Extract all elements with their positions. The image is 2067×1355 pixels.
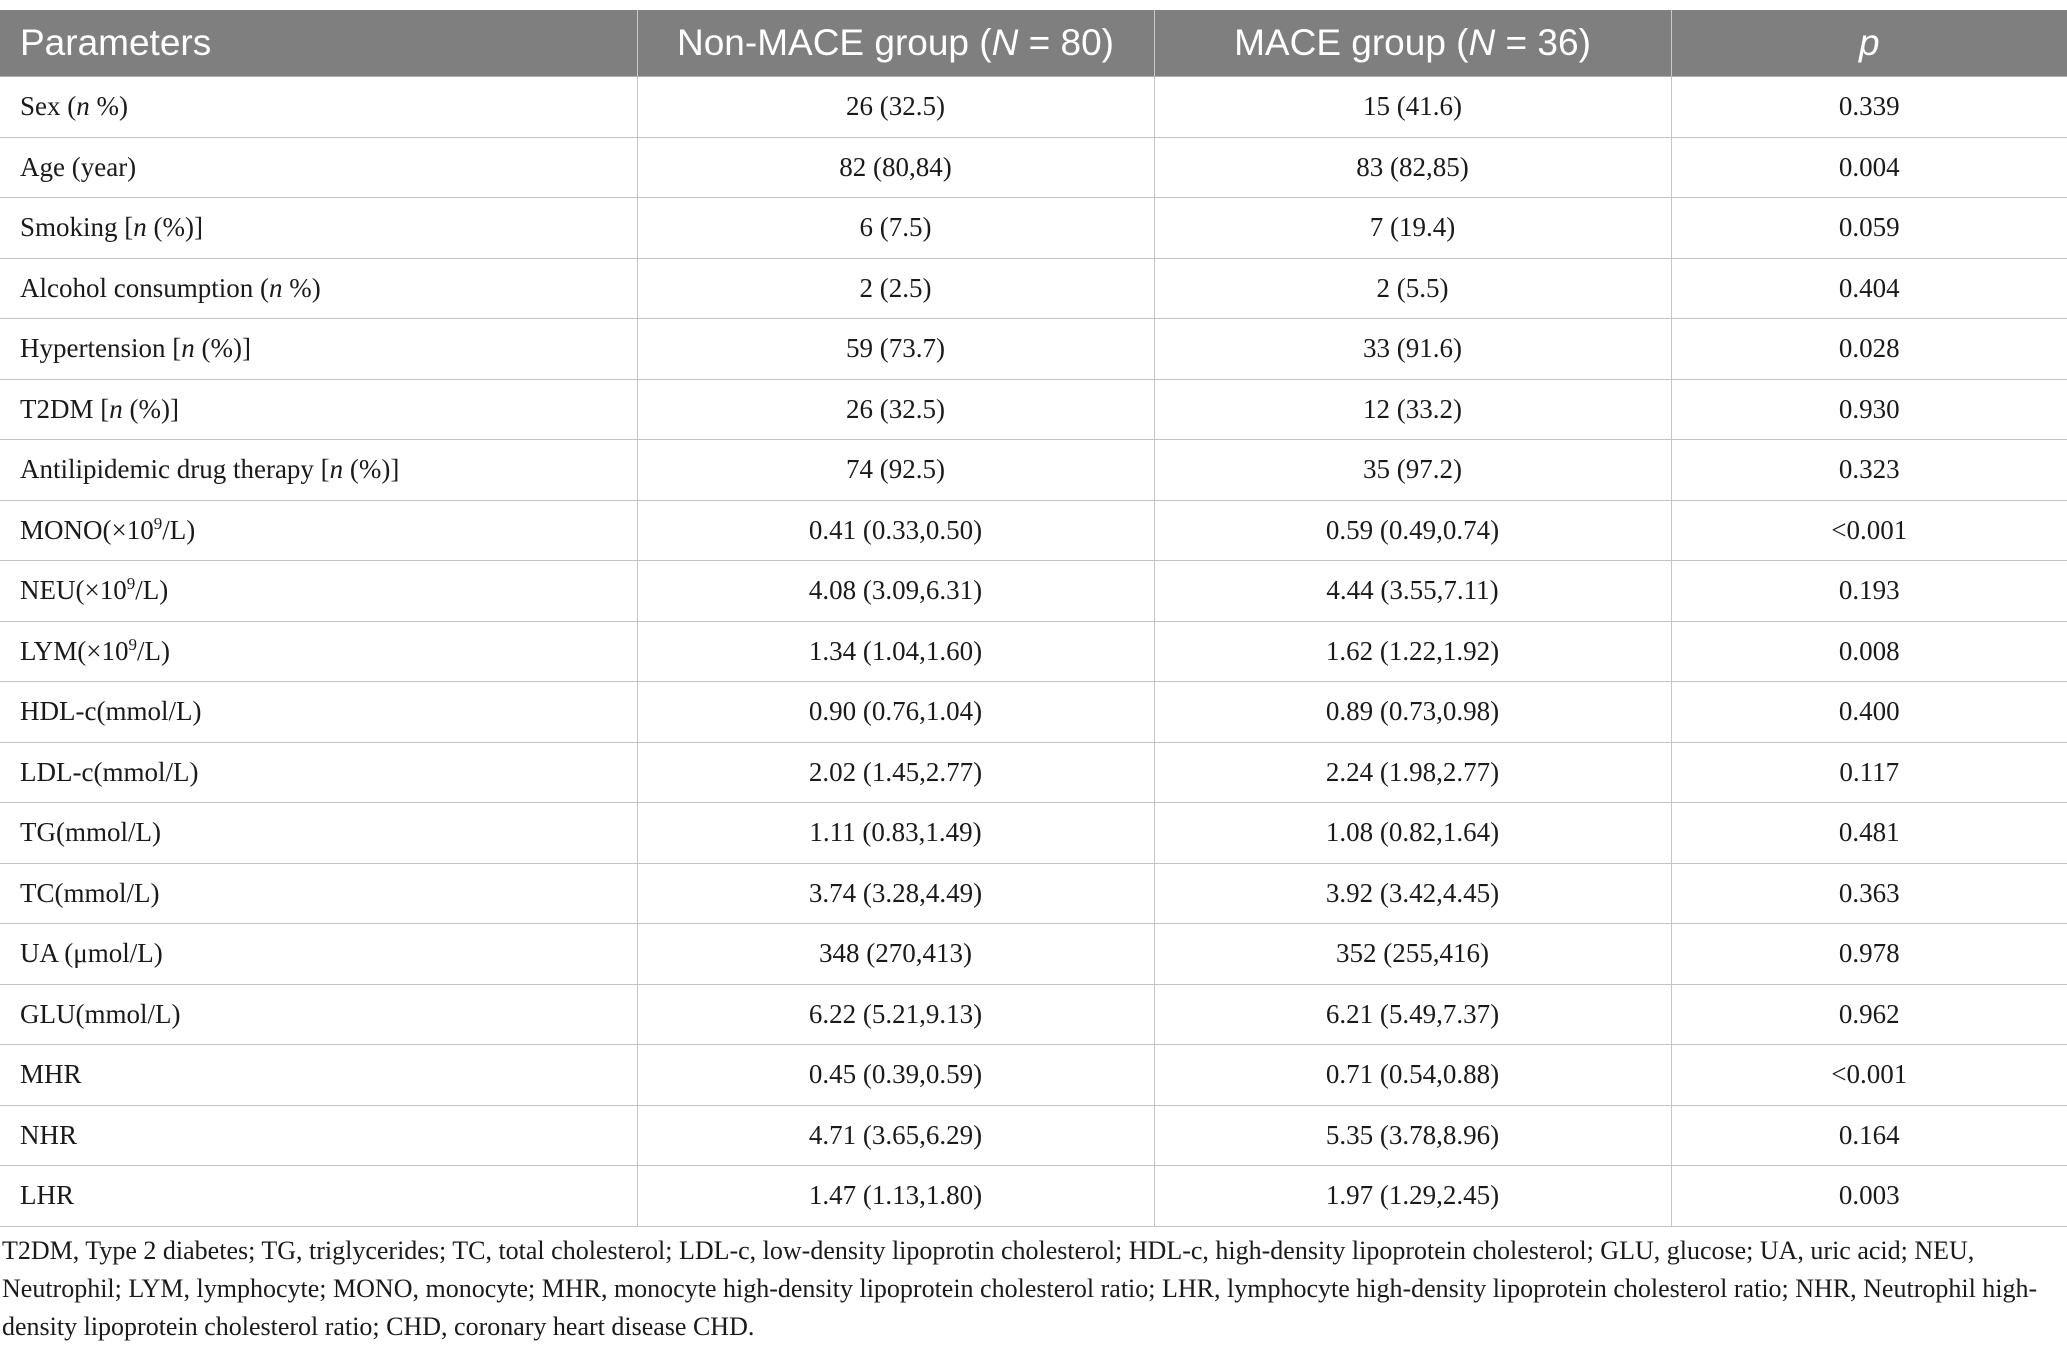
cell-mace-value: 1.08 (0.82,1.64)	[1154, 803, 1671, 864]
parameter-text: LYM(×10	[20, 635, 129, 666]
cell-mace-value: 15 (41.6)	[1154, 77, 1671, 138]
header-p-value	[1671, 10, 2067, 77]
table-row	[0, 561, 2067, 622]
cell-parameter	[0, 258, 637, 319]
parameter-text: Alcohol consumption (	[20, 272, 269, 303]
header-mace-n: N	[1468, 22, 1496, 63]
cell-mace-value: 6.21 (5.49,7.37)	[1154, 984, 1671, 1045]
parameter-superscript: 9	[153, 513, 163, 533]
parameter-text: %)	[89, 91, 128, 122]
header-p-label: p	[1858, 22, 1880, 63]
table-row	[0, 621, 2067, 682]
cell-parameter	[0, 77, 637, 138]
cell-p-value: 0.404	[1671, 258, 2067, 319]
cell-mace-value: 352 (255,416)	[1154, 924, 1671, 985]
header-mace-post: = 36)	[1495, 22, 1591, 63]
parameter-text: LHR	[20, 1180, 74, 1211]
cell-p-value: <0.001	[1671, 1045, 2067, 1106]
cell-parameter	[0, 682, 637, 743]
cell-non-mace-value: 74 (92.5)	[637, 440, 1154, 501]
cell-parameter	[0, 561, 637, 622]
parameter-text: /L)	[162, 514, 196, 545]
cell-mace-value: 0.89 (0.73,0.98)	[1154, 682, 1671, 743]
cell-non-mace-value: 59 (73.7)	[637, 319, 1154, 380]
parameter-italic-text: n	[268, 272, 283, 303]
header-parameters	[0, 10, 637, 77]
cell-parameter	[0, 863, 637, 924]
cell-p-value: 0.117	[1671, 742, 2067, 803]
cell-mace-value: 3.92 (3.42,4.45)	[1154, 863, 1671, 924]
parameter-text: (%)]	[146, 212, 203, 243]
cell-parameter	[0, 742, 637, 803]
cell-p-value: 0.028	[1671, 319, 2067, 380]
table-row	[0, 863, 2067, 924]
cell-non-mace-value: 6 (7.5)	[637, 198, 1154, 259]
cell-non-mace-value: 82 (80,84)	[637, 137, 1154, 198]
cell-non-mace-value: 26 (32.5)	[637, 379, 1154, 440]
header-non-mace-pre: Non-MACE group (	[677, 22, 992, 63]
parameter-text: Hypertension [	[20, 333, 182, 364]
table-row	[0, 379, 2067, 440]
parameter-text: TC(mmol/L)	[20, 877, 160, 908]
cell-mace-value: 33 (91.6)	[1154, 319, 1671, 380]
parameter-text: LDL-c(mmol/L)	[20, 756, 199, 787]
parameter-text: NEU(×10	[20, 575, 127, 606]
cell-non-mace-value: 6.22 (5.21,9.13)	[637, 984, 1154, 1045]
table-row	[0, 77, 2067, 138]
cell-parameter	[0, 984, 637, 1045]
table-row	[0, 258, 2067, 319]
parameter-text: %)	[282, 272, 321, 303]
cell-p-value: 0.059	[1671, 198, 2067, 259]
header-non-mace-post: = 80)	[1018, 22, 1114, 63]
cell-p-value: 0.339	[1671, 77, 2067, 138]
cell-parameter	[0, 1045, 637, 1106]
cell-mace-value: 35 (97.2)	[1154, 440, 1671, 501]
parameter-text: NHR	[20, 1119, 78, 1150]
header-mace-group	[1154, 10, 1671, 77]
cell-mace-value: 2.24 (1.98,2.77)	[1154, 742, 1671, 803]
parameter-text: Age (year)	[20, 151, 137, 182]
table-row	[0, 440, 2067, 501]
cell-p-value: 0.481	[1671, 803, 2067, 864]
table-row	[0, 1045, 2067, 1106]
cell-parameter	[0, 1105, 637, 1166]
header-non-mace-n: N	[991, 22, 1019, 63]
parameter-italic-text: n	[109, 393, 123, 424]
table-footnote: T2DM, Type 2 diabetes; TG, triglycerides; TC, total cholesterol; LDL-c, low-density lipoprotin cholesterol; HDL-c, high-density lipoprotein cholesterol; GLU, glucose; UA, uric acid; NEU, Neutrophil; LYM, lymphocyte; MONO, monocyte; MHR, monocyte high-density lipoprotein cholesterol ratio; LHR, lymphocyte high-density lipoprotein cholesterol ratio; NHR, Neutrophil high-density lipoprotein cholesterol ratio; CHD, coronary heart disease CHD.	[2, 1236, 2038, 1341]
table-row	[0, 319, 2067, 380]
cell-p-value: 0.930	[1671, 379, 2067, 440]
cell-non-mace-value: 4.71 (3.65,6.29)	[637, 1105, 1154, 1166]
cell-parameter	[0, 198, 637, 259]
cell-p-value: 0.003	[1671, 1166, 2067, 1227]
cell-non-mace-value: 0.41 (0.33,0.50)	[637, 500, 1154, 561]
cell-non-mace-value: 0.90 (0.76,1.04)	[637, 682, 1154, 743]
cell-parameter	[0, 440, 637, 501]
cell-p-value: 0.193	[1671, 561, 2067, 622]
table-row	[0, 742, 2067, 803]
cell-non-mace-value: 1.11 (0.83,1.49)	[637, 803, 1154, 864]
parameters-table	[0, 10, 2067, 1227]
cell-mace-value: 1.97 (1.29,2.45)	[1154, 1166, 1671, 1227]
cell-parameter	[0, 803, 637, 864]
cell-mace-value: 12 (33.2)	[1154, 379, 1671, 440]
parameter-italic-text: n	[76, 91, 90, 122]
parameter-text: (%)]	[343, 454, 400, 485]
cell-non-mace-value: 348 (270,413)	[637, 924, 1154, 985]
parameter-text: (%)]	[194, 333, 251, 364]
cell-p-value: <0.001	[1671, 500, 2067, 561]
cell-p-value: 0.004	[1671, 137, 2067, 198]
cell-mace-value: 83 (82,85)	[1154, 137, 1671, 198]
cell-mace-value: 7 (19.4)	[1154, 198, 1671, 259]
parameter-text: Antilipidemic drug therapy [	[20, 454, 330, 485]
parameter-superscript: 9	[128, 634, 138, 654]
cell-parameter	[0, 500, 637, 561]
cell-non-mace-value: 1.34 (1.04,1.60)	[637, 621, 1154, 682]
table-row	[0, 1166, 2067, 1227]
parameter-superscript: 9	[126, 574, 136, 594]
cell-p-value: 0.323	[1671, 440, 2067, 501]
header-mace-pre: MACE group (	[1234, 22, 1469, 63]
cell-non-mace-value: 3.74 (3.28,4.49)	[637, 863, 1154, 924]
header-non-mace-group	[637, 10, 1154, 77]
cell-p-value: 0.363	[1671, 863, 2067, 924]
parameter-text: /L)	[135, 575, 169, 606]
table-body	[0, 77, 2067, 1227]
parameter-text: MHR	[20, 1059, 82, 1090]
cell-p-value: 0.008	[1671, 621, 2067, 682]
cell-non-mace-value: 2 (2.5)	[637, 258, 1154, 319]
parameter-text: T2DM [	[20, 393, 110, 424]
cell-mace-value: 0.59 (0.49,0.74)	[1154, 500, 1671, 561]
cell-p-value: 0.978	[1671, 924, 2067, 985]
table-row	[0, 924, 2067, 985]
parameter-text: /L)	[137, 635, 171, 666]
header-row	[0, 10, 2067, 77]
cell-non-mace-value: 4.08 (3.09,6.31)	[637, 561, 1154, 622]
parameter-text: HDL-c(mmol/L)	[20, 696, 202, 727]
cell-mace-value: 4.44 (3.55,7.11)	[1154, 561, 1671, 622]
table-row	[0, 198, 2067, 259]
cell-mace-value: 2 (5.5)	[1154, 258, 1671, 319]
parameter-text: UA (μmol/L)	[20, 938, 163, 969]
parameter-italic-text: n	[133, 212, 147, 243]
table-row	[0, 500, 2067, 561]
cell-p-value: 0.164	[1671, 1105, 2067, 1166]
table-row	[0, 984, 2067, 1045]
cell-parameter	[0, 1166, 637, 1227]
data-table-container	[0, 10, 2067, 1227]
cell-non-mace-value: 26 (32.5)	[637, 77, 1154, 138]
cell-mace-value: 0.71 (0.54,0.88)	[1154, 1045, 1671, 1106]
table-row	[0, 682, 2067, 743]
parameter-text: Smoking [	[20, 212, 134, 243]
table-row	[0, 803, 2067, 864]
header-parameters-label: Parameters	[20, 22, 212, 63]
cell-non-mace-value: 1.47 (1.13,1.80)	[637, 1166, 1154, 1227]
table-row	[0, 137, 2067, 198]
cell-parameter	[0, 621, 637, 682]
parameter-italic-text: n	[181, 333, 195, 364]
parameter-text: MONO(×10	[20, 514, 154, 545]
parameter-text: TG(mmol/L)	[20, 817, 161, 848]
parameter-italic-text: n	[329, 454, 344, 485]
cell-non-mace-value: 0.45 (0.39,0.59)	[637, 1045, 1154, 1106]
cell-parameter	[0, 319, 637, 380]
cell-p-value: 0.962	[1671, 984, 2067, 1045]
parameter-text: (%)]	[122, 393, 179, 424]
cell-non-mace-value: 2.02 (1.45,2.77)	[637, 742, 1154, 803]
cell-mace-value: 1.62 (1.22,1.92)	[1154, 621, 1671, 682]
cell-parameter	[0, 379, 637, 440]
parameter-text: GLU(mmol/L)	[20, 998, 181, 1029]
cell-p-value: 0.400	[1671, 682, 2067, 743]
cell-mace-value: 5.35 (3.78,8.96)	[1154, 1105, 1671, 1166]
parameter-text: Sex (	[20, 91, 77, 122]
table-header	[0, 10, 2067, 77]
cell-parameter	[0, 924, 637, 985]
table-row	[0, 1105, 2067, 1166]
cell-parameter	[0, 137, 637, 198]
